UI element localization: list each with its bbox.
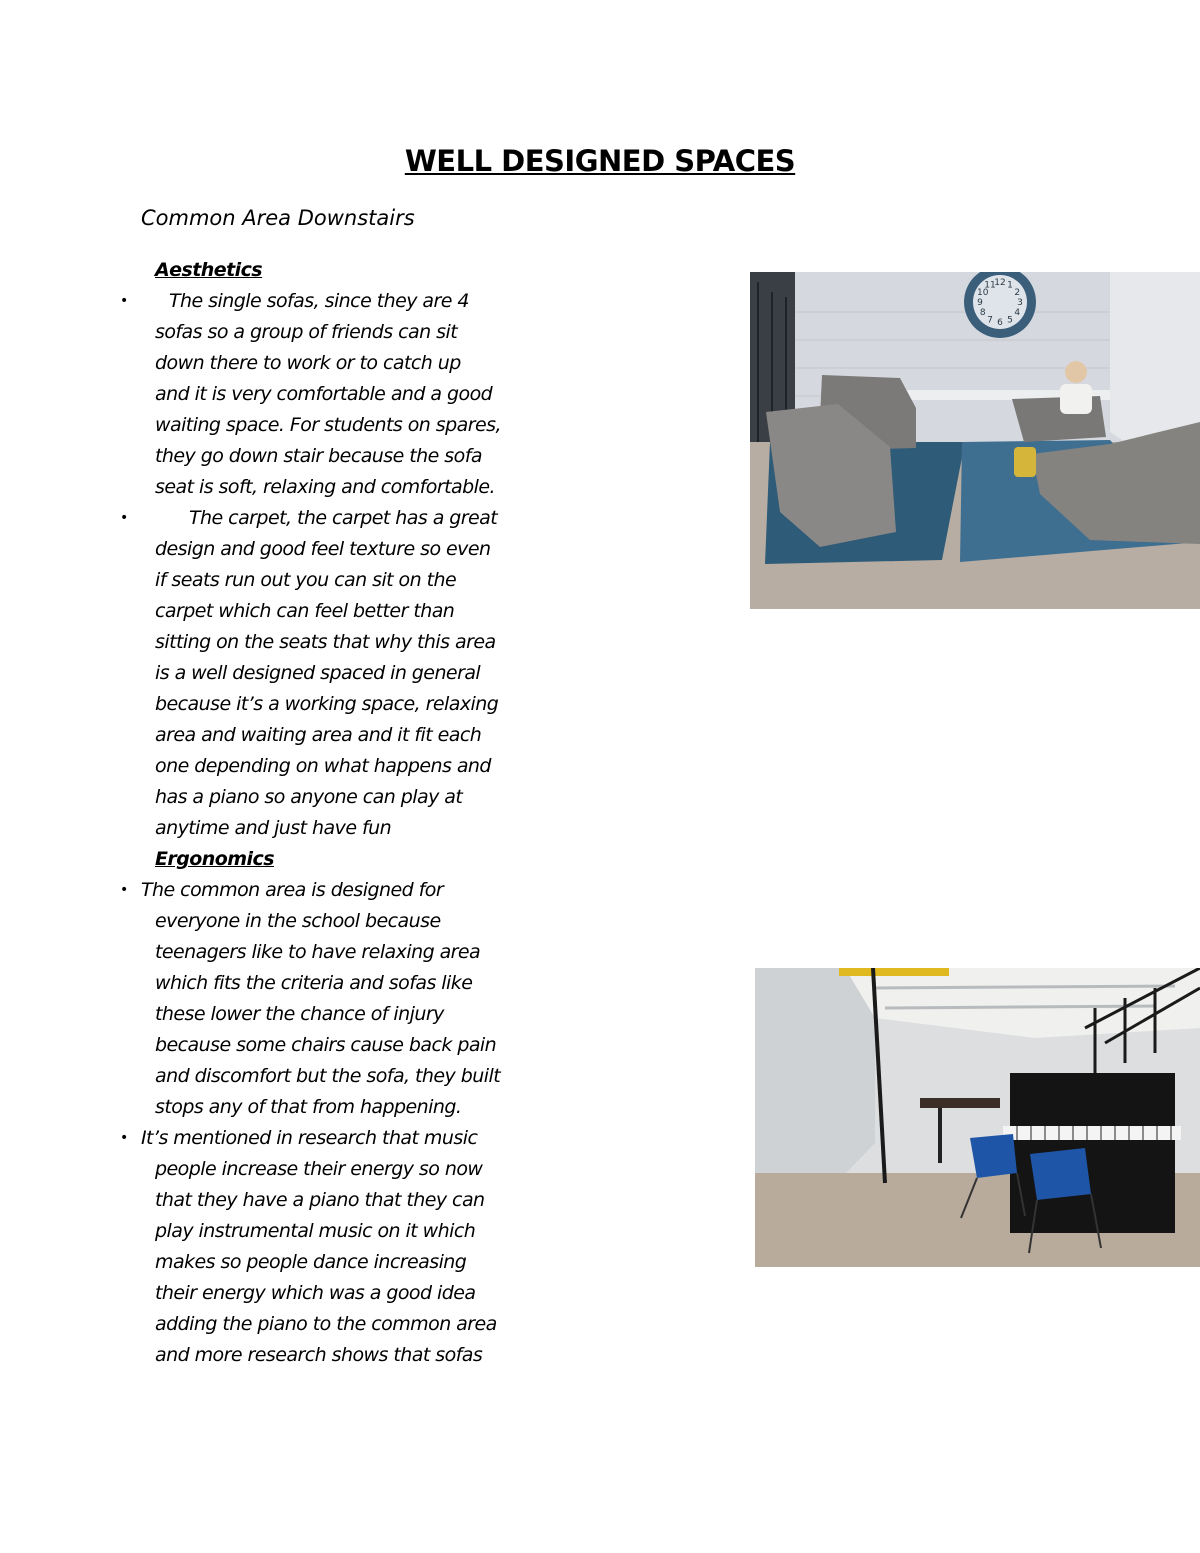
- text-line: area and waiting area and it fit each: [155, 724, 482, 746]
- text-line: because it’s a working space, relaxing: [155, 693, 499, 715]
- text-line: design and good feel texture so even: [155, 538, 491, 560]
- clock-numeral: 5: [1007, 315, 1013, 326]
- text-line: they go down stair because the sofa: [155, 445, 482, 467]
- text-line: is a well designed spaced in general: [155, 662, 481, 684]
- text-line: people increase their energy so now: [155, 1158, 483, 1180]
- text-line: and discomfort but the sofa, they built: [155, 1065, 501, 1087]
- text-line: adding the piano to the common area: [155, 1313, 497, 1335]
- text-line: teenagers like to have relaxing area: [155, 941, 481, 963]
- clock-numeral: 7: [987, 315, 993, 326]
- text-line: It’s mentioned in research that music: [141, 1127, 478, 1149]
- text-line: sitting on the seats that why this area: [155, 631, 496, 653]
- text-line: play instrumental music on it which: [155, 1220, 476, 1242]
- text-line: seat is soft, relaxing and comfortable.: [155, 476, 495, 498]
- aesthetics-heading: Aesthetics: [155, 259, 263, 281]
- clock-numeral: 4: [1014, 308, 1021, 318]
- text-line: waiting space. For students on spares,: [155, 414, 501, 436]
- clock-numeral: 10: [976, 288, 989, 298]
- text-line: everyone in the school because: [155, 910, 441, 932]
- text-line: their energy which was a good idea: [155, 1282, 476, 1304]
- text-line: The carpet, the carpet has a great: [189, 507, 498, 529]
- sofa-area-photo: [750, 272, 1200, 609]
- text-line: that they have a piano that they can: [155, 1189, 485, 1211]
- bullet-marker: •: [120, 1130, 128, 1146]
- text-line: has a piano so anyone can play at: [155, 786, 463, 808]
- clock-numeral: 3: [1017, 298, 1023, 308]
- text-line: because some chairs cause back pain: [155, 1034, 497, 1056]
- text-line: and it is very comfortable and a good: [155, 383, 493, 405]
- text-line: stops any of that from happening.: [155, 1096, 462, 1118]
- text-line: The common area is designed for: [141, 879, 444, 901]
- clock-numeral: 9: [977, 298, 983, 308]
- text-line: if seats run out you can sit on the: [155, 569, 457, 591]
- text-line: and more research shows that sofas: [155, 1344, 483, 1366]
- clock-numeral: 8: [979, 308, 986, 318]
- text-line: sofas so a group of friends can sit: [155, 321, 458, 343]
- text-line: one depending on what happens and: [155, 755, 491, 777]
- clock-numeral: 2: [1014, 288, 1021, 298]
- text-line: these lower the chance of injury: [155, 1003, 444, 1025]
- text-line: carpet which can feel better than: [155, 600, 455, 622]
- text-line: makes so people dance increasing: [155, 1251, 467, 1273]
- text-line: The single sofas, since they are 4: [169, 290, 469, 312]
- clock-numeral: 1: [1007, 280, 1013, 291]
- bullet-marker: •: [120, 510, 128, 526]
- text-line: down there to work or to catch up: [155, 352, 461, 374]
- bullet-marker: •: [120, 882, 128, 898]
- page-title: WELL DESIGNED SPACES: [404, 144, 796, 178]
- piano-photo: [755, 968, 1200, 1267]
- clock-numeral: 6: [997, 318, 1003, 328]
- text-line: anytime and just have fun: [155, 817, 392, 839]
- bullet-marker: •: [120, 293, 128, 309]
- text-line: which fits the criteria and sofas like: [155, 972, 473, 994]
- clock-numeral: 11: [984, 280, 996, 291]
- ergonomics-heading: Ergonomics: [155, 848, 274, 870]
- clock-numeral: 12: [994, 278, 1006, 288]
- page-subtitle: Common Area Downstairs: [141, 206, 415, 230]
